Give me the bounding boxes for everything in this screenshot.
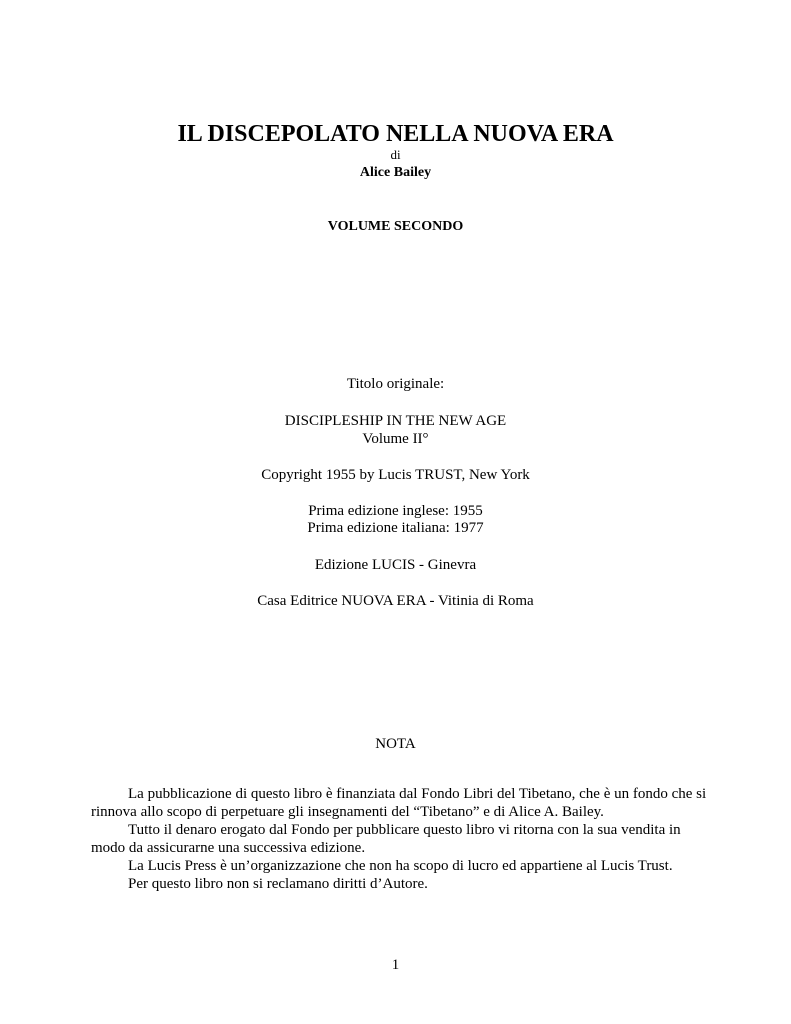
note-paragraph: La Lucis Press è un’organizzazione che non ha scopo di lucro ed appartiene al Lucis Trust. — [128, 858, 673, 874]
copyright-line: Copyright 1955 by Lucis TRUST, New York — [261, 467, 530, 483]
note-paragraph: La pubblicazione di questo libro è finanziata dal Fondo Libri del Tibetano, che è un fondo che si rinnova allo scopo di perpetuare gli insegnamenti del “Tibetano” e di Alice A. Bailey. — [91, 786, 707, 820]
note-heading: NOTA — [375, 736, 416, 752]
original-title: DISCIPLESHIP IN THE NEW AGE — [284, 413, 507, 429]
page-number: 1 — [391, 957, 400, 973]
book-title: IL DISCEPOLATO NELLA NUOVA ERA — [177, 121, 614, 147]
first-english-edition: Prima edizione inglese: 1955 — [308, 503, 483, 519]
author-name: Alice Bailey — [359, 165, 432, 180]
original-title-label: Titolo originale: — [346, 376, 445, 392]
note-paragraph: Per questo libro non si reclamano diritti d’Autore. — [128, 876, 428, 892]
by-line: di — [390, 147, 401, 162]
edition-line: Edizione LUCIS - Ginevra — [314, 557, 477, 573]
first-italian-edition: Prima edizione italiana: 1977 — [307, 520, 484, 536]
note-paragraph: Tutto il denaro erogato dal Fondo per pubblicare questo libro vi ritorna con la sua vendita in modo da assicurarne una successiva edizione. — [91, 822, 681, 856]
note-body — [91, 785, 711, 893]
publisher-line: Casa Editrice NUOVA ERA - Vitinia di Roma — [257, 593, 534, 609]
original-volume: Volume II° — [362, 431, 429, 447]
volume-label: VOLUME SECONDO — [327, 219, 464, 234]
